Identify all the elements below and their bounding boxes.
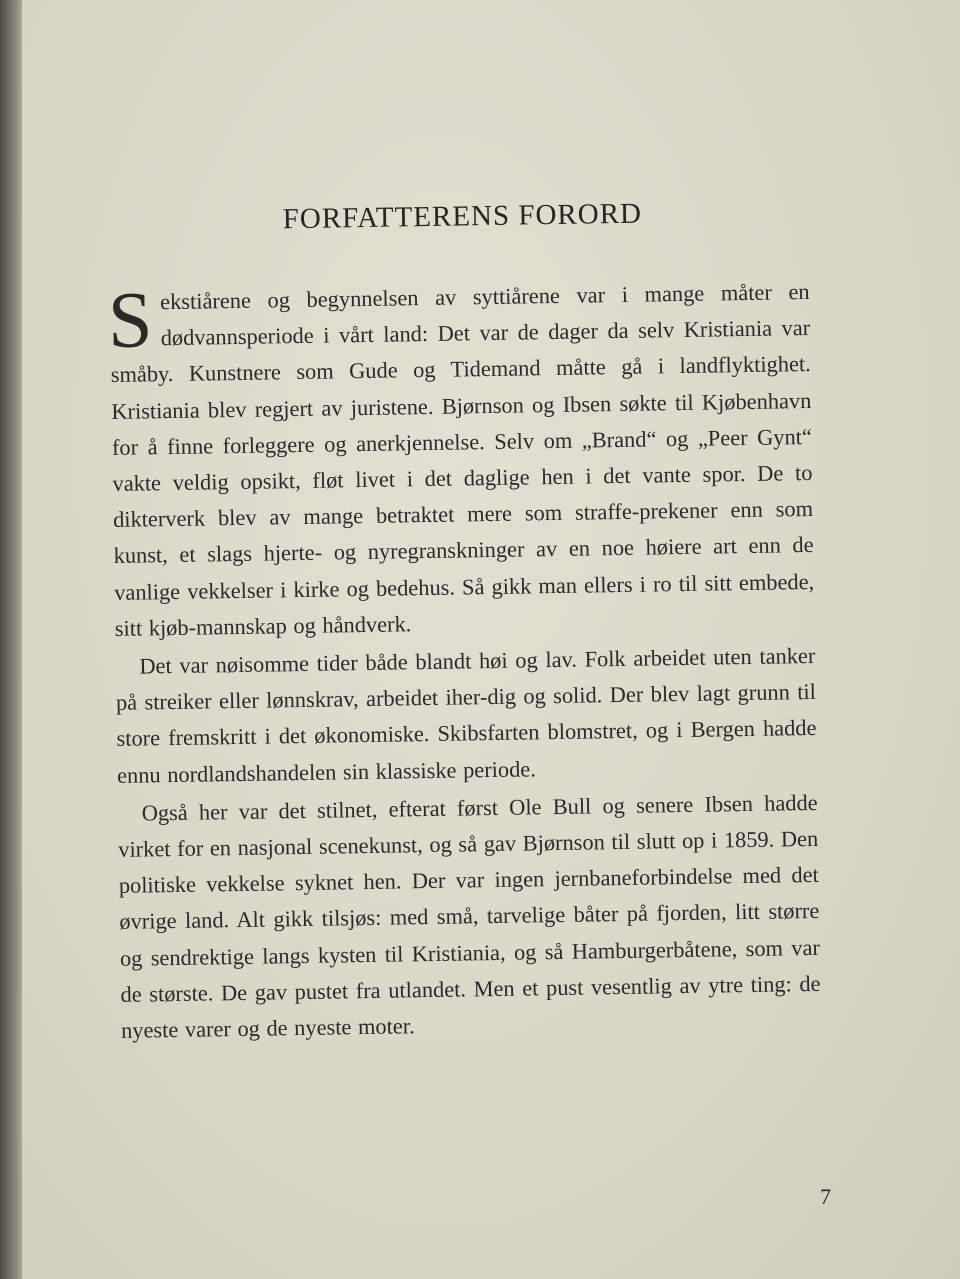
paragraph-2: Det var nøisomme tider både blandt høi og lav. Folk arbeidet uten tanker på streiker eller lønnskrav, arbeidet iher-dig og solid. Der blev lagt grunn til store fremskritt i det økonomiske. Skibsfarten blomstret, og i Bergen hadde ennu nordlandshandelen sin klassiske periode. <box>115 642 817 788</box>
page-number: 7 <box>820 1184 831 1209</box>
drop-cap: S <box>107 276 154 366</box>
paragraph-1-text: ekstiårene og begynnelsen av syttiårene var i mange måter en dødvannsperiode i vårt land: Det var de dager da selv Kristiania var småby. Kunstnere som Gude og Tidemand måtte gå i landflyktighet. Kristiania blev regjert av juristene. Bjørnson og Ibsen søkte til Kjøbenhavn for å finne forleggere og anerkjennelse. Selv om „Brand“ og „Peer Gynt“ vakte veldig opsikt, fløt livet i det daglige hen i det vante spor. De to dikterverk blev av mange betraktet mere som straffe-prekener enn som kunst, et slags hjerte- og nyregranskninger av en noe høiere art enn de vanlige vekkelser i kirke og bedehus. Så gikk man ellers i ro til sitt embede, sitt kjøb-mannskap og håndverk. <box>110 278 815 641</box>
paragraph-1 <box>109 274 815 647</box>
page-text-block <box>108 185 821 1049</box>
chapter-title: FORFATTERENS FORORD <box>282 197 643 236</box>
book-page <box>22 0 960 1279</box>
paragraph-3: Også her var det stilnet, efterat først Ole Bull og senere Ibsen hadde virket for en nasjonal scenekunst, og så gav Bjørnson til slutt op i 1859. Den politiske vekkelse syknet hen. Der var ingen jernbaneforbindelse med det øvrige land. Alt gikk tilsjøs: med små, tarvelige båter på fjorden, litt større og sendrektige langs kysten til Kristiania, og så Hamburgerbåtene, som var de største. De gav pustet fra utlandet. Men et pust vesentlig av ytre ting: de nyeste varer og de nyeste moter. <box>118 789 821 1043</box>
